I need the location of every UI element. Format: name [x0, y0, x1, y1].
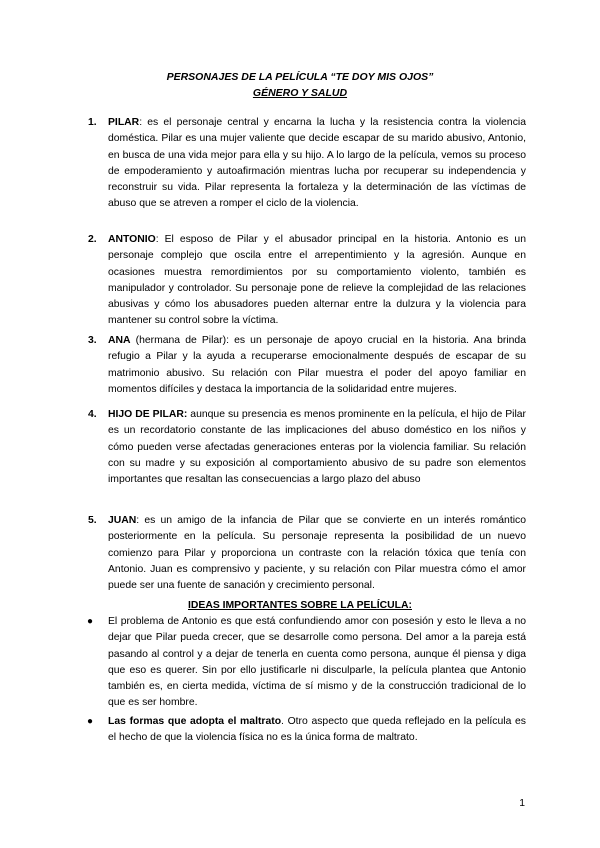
- idea-item: [108, 714, 526, 747]
- list-number: 4.: [88, 409, 97, 420]
- idea-text: . Otro aspecto que queda reflejado en la película es el hecho de que la violencia física no es la única forma de maltrato.: [108, 716, 526, 744]
- list-number: 2.: [88, 234, 97, 245]
- character-description: : El esposo de Pilar y el abusador principal en la historia. Antonio es un personaje complejo que oscila entre el arrepentimiento y la agresión. Aunque en ocasiones muestra remordimientos por su comportamiento violento, también es manipulador y controlador. Su personaje pone de relieve la complejidad de las relaciones abusivas y cómo los abusadores pueden alternar entre la dulzura y la violencia para mantener su control sobre la víctima.: [108, 234, 526, 327]
- character-name: ANTONIO: [108, 234, 156, 245]
- character-name: HIJO DE PILAR:: [108, 409, 188, 420]
- bullet-icon: ●: [87, 616, 94, 627]
- idea-item: [108, 614, 526, 712]
- list-number: 5.: [88, 515, 97, 526]
- bullet-icon: ●: [87, 716, 94, 727]
- ideas-section-title: IDEAS IMPORTANTES SOBRE LA PELÍCULA:: [188, 600, 412, 611]
- idea-lead: Las formas que adopta el maltrato: [108, 716, 282, 727]
- character-name: PILAR: [108, 117, 140, 128]
- character-entry-juan: [108, 513, 526, 594]
- document-subtitle: GÉNERO Y SALUD: [252, 87, 348, 99]
- character-entry-ana: [108, 333, 526, 398]
- character-name: JUAN: [108, 515, 137, 526]
- character-description: : es el personaje central y encarna la lucha y la resistencia contra la violencia doméstica. Pilar es una mujer valiente que decide escapar de su marido abusivo, Antonio, en busca de una vida mejor para ella y su hijo. A lo largo de la película, vemos su proceso de empoderamiento y autoafirmación mientras lucha por recuperar su independencia y reconstruir su vida. Pilar representa la fortaleza y la determinación de las víctimas de abuso que se atreven a romper el ciclo de la violencia.: [108, 117, 526, 210]
- character-description: aunque su presencia es menos prominente en la película, el hijo de Pilar es un recordatorio constante de las implicaciones del abuso doméstico en los niños y cómo pueden verse afectadas generaciones enteras por la violencia familiar. Su relación con su madre y su exposición al comportamiento abusivo de su padre son elementos importantes que resaltan las consecuencias a largo plazo del abuso: [108, 409, 527, 486]
- document-title: PERSONAJES DE LA PELÍCULA “TE DOY MIS OJOS”: [166, 71, 434, 83]
- list-number: 1.: [88, 117, 97, 128]
- character-description: (hermana de Pilar): es un personaje de apoyo crucial en la historia. Ana brinda refugio a Pilar y la ayuda a recuperarse emocionalmente después de escapar de su matrimonio abusivo. Su relación con Pilar muestra el poder del apoyo familiar en momentos difíciles y destaca la importancia de la solidaridad entre mujeres.: [108, 335, 526, 395]
- character-description: : es un amigo de la infancia de Pilar que se convierte en un interés romántico posteriormente en la película. Su personaje representa la posibilidad de un nuevo comienzo para Pilar y proporciona un contraste con la relación tóxica que tenía con Antonio. Juan es comprensivo y paciente, y su relación con Pilar muestra cómo el amor puede ser una fuente de sanación y crecimiento personal.: [108, 515, 526, 592]
- character-entry-hijo: [108, 407, 526, 488]
- character-entry-pilar: [108, 115, 526, 213]
- character-name: ANA: [108, 335, 131, 346]
- idea-text: El problema de Antonio es que está confundiendo amor con posesión y esto le lleva a no dejar que Pilar pueda crecer, que se desarrolle como persona. Del amor a la pareja está pasando al control y a dejar de tenerla en cuenta como persona, aunque él piensa y diga que eso es querer. Sin por ello justificarle ni disculparle, la película plantea que Antonio también es, en cierta medida, víctima de sí mismo y de la construcción tradicional de lo que es ser hombre.: [108, 616, 526, 709]
- character-entry-antonio: [108, 232, 526, 330]
- list-number: 3.: [88, 335, 97, 346]
- page-number: 1: [519, 798, 525, 809]
